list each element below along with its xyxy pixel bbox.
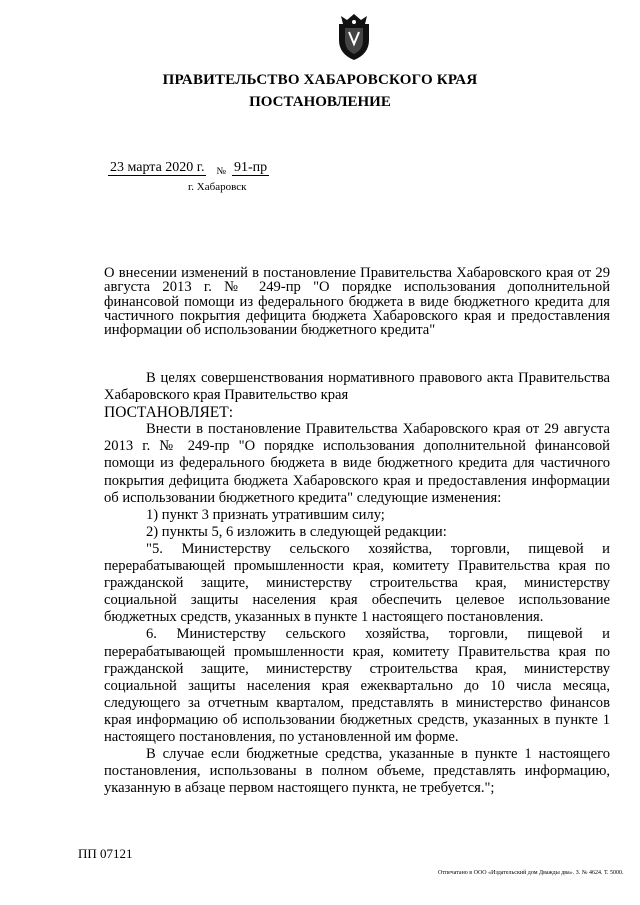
document-number: 91-пр	[234, 160, 268, 175]
item-2: 2) пункты 5, 6 изложить в следующей редакции:	[146, 523, 447, 540]
document-type: ПОСТАНОВЛЕНИЕ	[249, 94, 391, 110]
clause-6: 6. Министерству сельского хозяйства, торговли, пищевой и перерабатывающей промышленности края, комитету Правительства края по гражданской защите, министерству строительства края, министерству социальной защиты населения края ежеквартально до 10 числа месяца, следующего за отчетным кварталом, представлять в министерство финансов края информацию об использовании бюджетных средств, указанных в пункте 1 настоящего постановления, по установленной им форме.	[104, 626, 610, 745]
preamble: В целях совершенствования нормативного правового акта Правительства Хабаровского края Правительство края	[104, 370, 610, 404]
paragraph-amend: Внести в постановление Правительства Хабаровского края от 29 августа 2013 г. № 249-пр "О порядке использования дополнительной финансовой помощи из федерального бюджета в виде бюджетного кредита для частичного покрытия дефицита бюджета Хабаровского края и предоставления информации об использовании бюджетного кредита" следующие изменения:	[104, 421, 610, 506]
resolves-heading: ПОСТАНОВЛЯЕТ:	[104, 404, 234, 422]
government-name: ПРАВИТЕЛЬСТВО ХАБАРОВСКОГО КРАЯ	[162, 72, 478, 88]
number-sign: №	[216, 166, 227, 177]
item-1: 1) пункт 3 признать утратившим силу;	[146, 506, 385, 523]
coat-of-arms-emblem	[333, 10, 375, 62]
clause-6-paragraph-2: В случае если бюджетные средства, указанные в пункте 1 настоящего постановления, использованы в полном объеме, представлять информацию, указанную в абзаце первом настоящего пункта, не требуется.";	[104, 746, 610, 797]
document-body	[104, 370, 610, 797]
document-date: 23 марта 2020 г.	[110, 160, 205, 175]
date-number-line	[108, 160, 269, 177]
document-code: ПП 07121	[78, 846, 133, 861]
printer-note: Отпечатано в ООО «Издательский дом Дважды два». З. № 4624. Т. 5000.	[438, 870, 624, 876]
clause-5: "5. Министерству сельского хозяйства, торговли, пищевой и перерабатывающей промышленности края, комитету Правительства края по гражданской защите, министерству строительства края, министерству социальной защиты населения края обеспечить целевое использование бюджетных средств, указанных в пункте 1 настоящего постановления.	[104, 540, 610, 626]
city: г. Хабаровск	[188, 181, 247, 193]
document-title: О внесении изменений в постановление Правительства Хабаровского края от 29 августа 2013 г. № 249-пр "О порядке использования дополнительной финансовой помощи из федерального бюджета в виде бюджетного кредита для частичного покрытия дефицита бюджета Хабаровского края и предоставления информации об использовании бюджетного кредита"	[104, 265, 610, 339]
